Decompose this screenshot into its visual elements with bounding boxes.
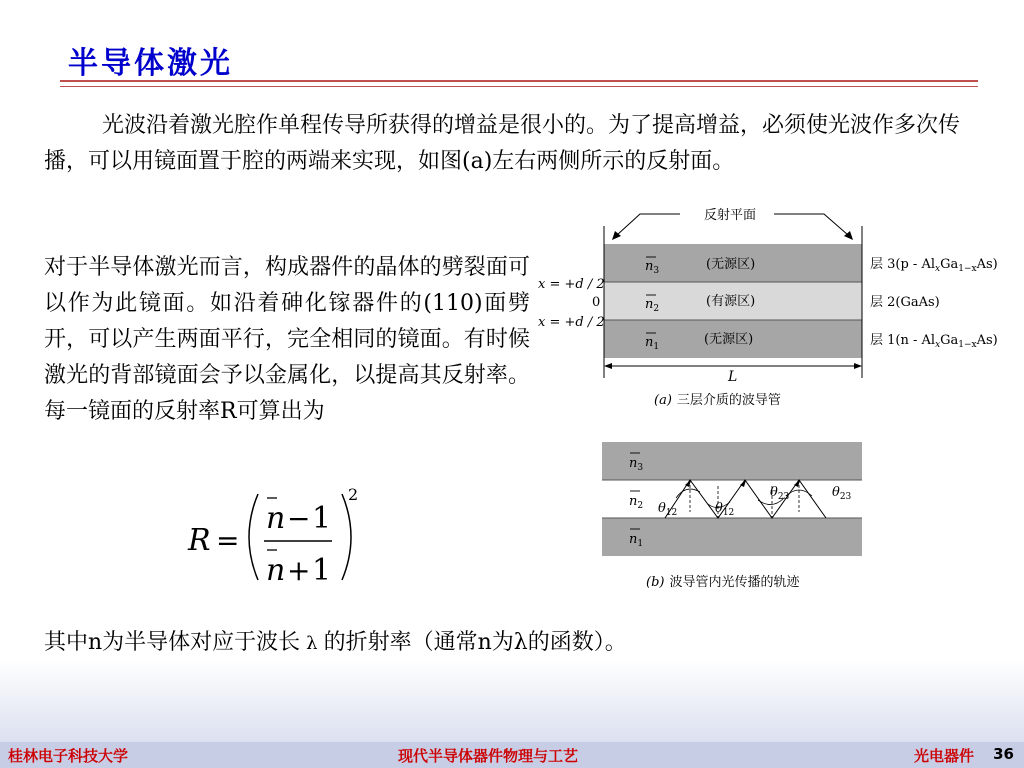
footer-chapter: 光电器件 — [913, 747, 974, 765]
length-label: L — [728, 369, 738, 385]
axis-x-top: x = +d / 2 — [538, 277, 605, 292]
intro-paragraph — [44, 108, 999, 180]
figure-a-caption: (a) 三层介质的波导管 — [654, 393, 781, 408]
n2-label: $n_2$ — [645, 297, 660, 314]
b-layer1 — [602, 518, 862, 556]
footer-course: 现代半导体器件物理与工艺 — [398, 747, 579, 765]
length-arrow-left — [604, 363, 612, 369]
theta12-label-1: $\theta_{12}$ — [658, 501, 678, 518]
region-passive-bottom: (无源区) — [704, 332, 754, 347]
formula-num-var: n — [266, 501, 286, 536]
region-passive-top: (无源区) — [706, 257, 756, 272]
b-n1-label: $n_1$ — [629, 532, 644, 549]
reflectivity-formula — [180, 480, 380, 590]
mirror-arrow-left — [617, 214, 680, 235]
formula-exponent: 2 — [348, 485, 359, 504]
lambda-symbol: λ — [306, 633, 318, 654]
formula-lhs: R — [188, 523, 211, 558]
b-layer3 — [602, 442, 862, 480]
formula-num-val: 1 — [312, 501, 332, 536]
left-paren — [249, 494, 258, 580]
mirror-arrow-right — [774, 214, 848, 235]
layer1-label: 层 $1(n - Al_xGa_{1-x}As)$ — [870, 333, 998, 350]
layer3-label: 层 $3(p - Al_xGa_{1-x}As)$ — [870, 257, 998, 274]
footer-university: 桂林电子科技大学 — [8, 747, 129, 765]
footer-gradient — [0, 660, 1024, 742]
title-rule-thin — [60, 86, 978, 87]
figure-b — [600, 440, 868, 595]
length-arrow-right — [854, 363, 862, 369]
theta23-label-2: $\theta_{23}$ — [832, 485, 852, 502]
n3-label: $n_3$ — [645, 259, 660, 276]
intro-text: 光波沿着激光腔作单程传导所获得的增益是很小的。为了提高增益，必须使光波作多次传播，可以用镜面置于腔的两端来实现，如图(a)左右两侧所示的反射面。 — [44, 113, 961, 174]
formula-num-op: − — [287, 502, 311, 535]
right-paren — [342, 494, 351, 580]
mirror-label: 反射平面 — [704, 208, 757, 223]
footer-bar — [0, 742, 1024, 768]
layer2-label: 层 2(GaAs) — [870, 295, 940, 310]
formula-den-val: 1 — [312, 553, 332, 588]
axis-x-bottom: x = +d / 2 — [538, 315, 605, 330]
b-n3-label: $n_3$ — [629, 456, 644, 473]
axis-zero: 0 — [592, 295, 601, 310]
title-rule — [60, 80, 978, 82]
b-n2-label: $n_2$ — [629, 494, 644, 511]
footnote-paragraph — [44, 625, 994, 656]
theta12-label-2: $\theta_{12}$ — [715, 501, 735, 518]
region-active: (有源区) — [706, 294, 756, 309]
formula-den-op: + — [287, 554, 311, 587]
theta23-label-1: $\theta_{23}$ — [770, 485, 790, 502]
page-number: 36 — [993, 745, 1014, 763]
figure-a — [532, 198, 1020, 410]
footnote-pre: 其中n为半导体对应于波长 — [44, 630, 301, 655]
footnote-post: 的折射率（通常n为λ的函数）。 — [323, 630, 627, 655]
formula-eq: = — [216, 524, 240, 557]
slide-title: 半导体激光 — [68, 46, 233, 81]
n1-label: $n_1$ — [645, 335, 660, 352]
figure-b-caption: (b) 波导管内光传播的轨迹 — [646, 575, 800, 590]
formula-den-var: n — [266, 553, 286, 588]
mirror-paragraph: 对于半导体激光而言，构成器件的晶体的劈裂面可以作为此镜面。如沿着砷化镓器件的(110)面劈开，可以产生两面平行，完全相同的镜面。有时候激光的背部镜面会予以金属化，以提高其反射率。每一镜面的反射率R可算出为 — [44, 255, 530, 424]
